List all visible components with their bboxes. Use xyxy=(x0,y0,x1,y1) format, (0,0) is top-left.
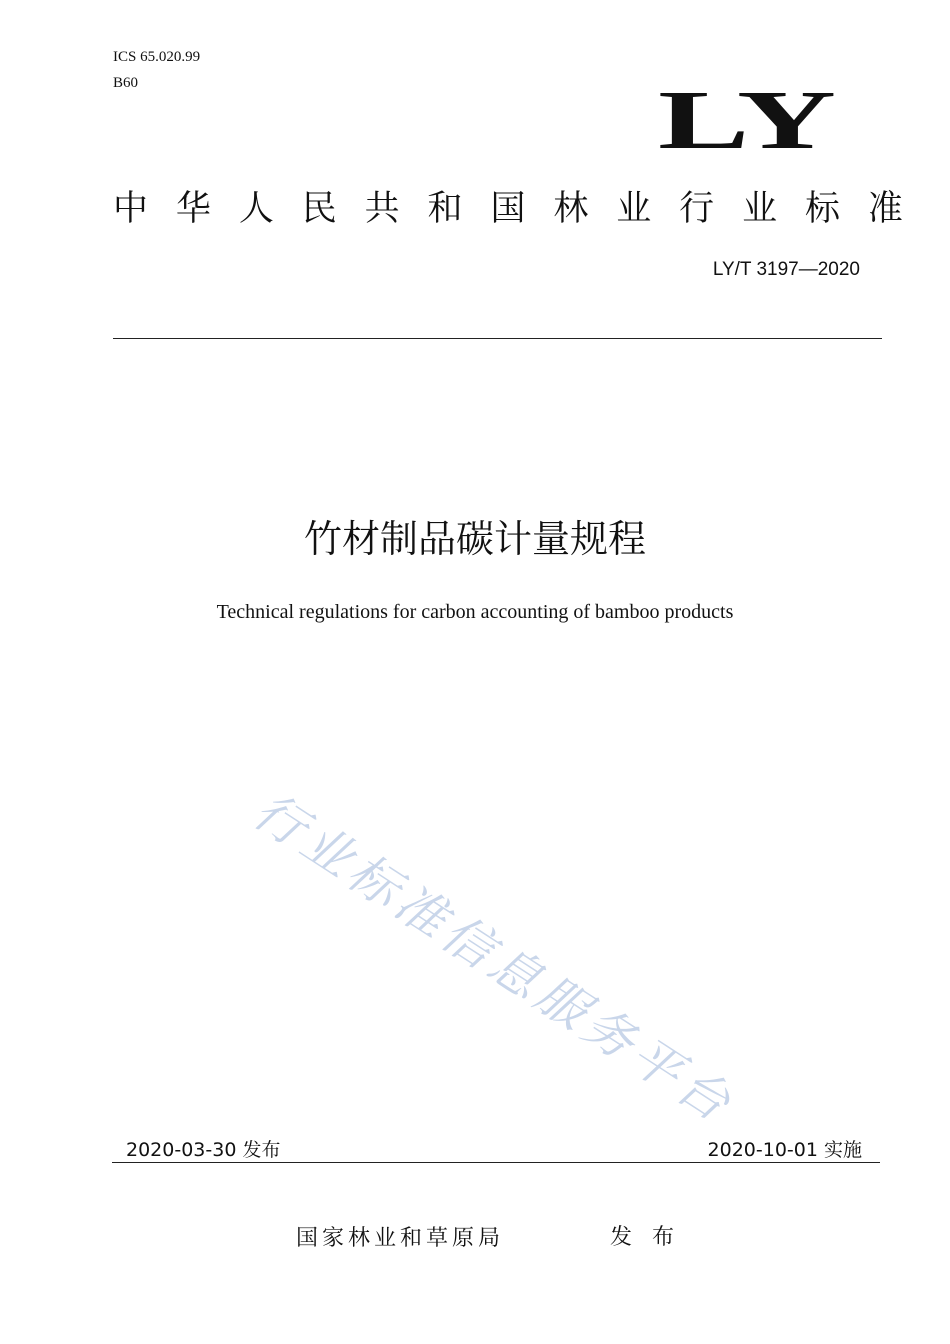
standard-title-char: 标 xyxy=(804,189,840,229)
release-date: 2020-03-30 发布 xyxy=(126,1139,281,1161)
document-title-cn: 竹材制品碳计量规程 xyxy=(303,517,646,561)
standard-title-char: 共 xyxy=(364,189,400,229)
standard-title-char: 人 xyxy=(238,189,274,229)
classification-code: B60 xyxy=(113,75,139,91)
publisher: 国家林业和草原局 xyxy=(296,1226,505,1251)
publish-label: 发布 xyxy=(610,1225,695,1250)
standard-title-char: 业 xyxy=(742,189,778,229)
watermark-text: 行业标准信息服务平台 xyxy=(243,781,745,1136)
standard-title-char: 林 xyxy=(553,189,589,229)
document-title-en: Technical regulations for carbon accounting of bamboo products xyxy=(216,601,734,623)
standard-title-char: 中 xyxy=(113,189,149,229)
bottom-divider xyxy=(112,1162,880,1163)
standard-title-char: 业 xyxy=(616,189,652,229)
ics-code: ICS 65.020.99 xyxy=(113,49,201,65)
standard-title-char: 行 xyxy=(679,189,715,229)
top-divider xyxy=(113,338,882,339)
standard-title-char: 华 xyxy=(175,189,211,229)
ly-logo-text: LY xyxy=(658,78,836,158)
standard-category-title xyxy=(113,186,903,232)
effective-date: 2020-10-01 实施 xyxy=(707,1139,862,1161)
standard-number: LY/T 3197—2020 xyxy=(712,259,860,280)
watermark xyxy=(240,780,780,1140)
standard-title-char: 民 xyxy=(301,189,337,229)
standard-title-char: 准 xyxy=(867,189,903,229)
standard-title-char: 和 xyxy=(427,189,463,229)
standard-title-char: 国 xyxy=(490,189,526,229)
ly-logo xyxy=(652,78,842,158)
